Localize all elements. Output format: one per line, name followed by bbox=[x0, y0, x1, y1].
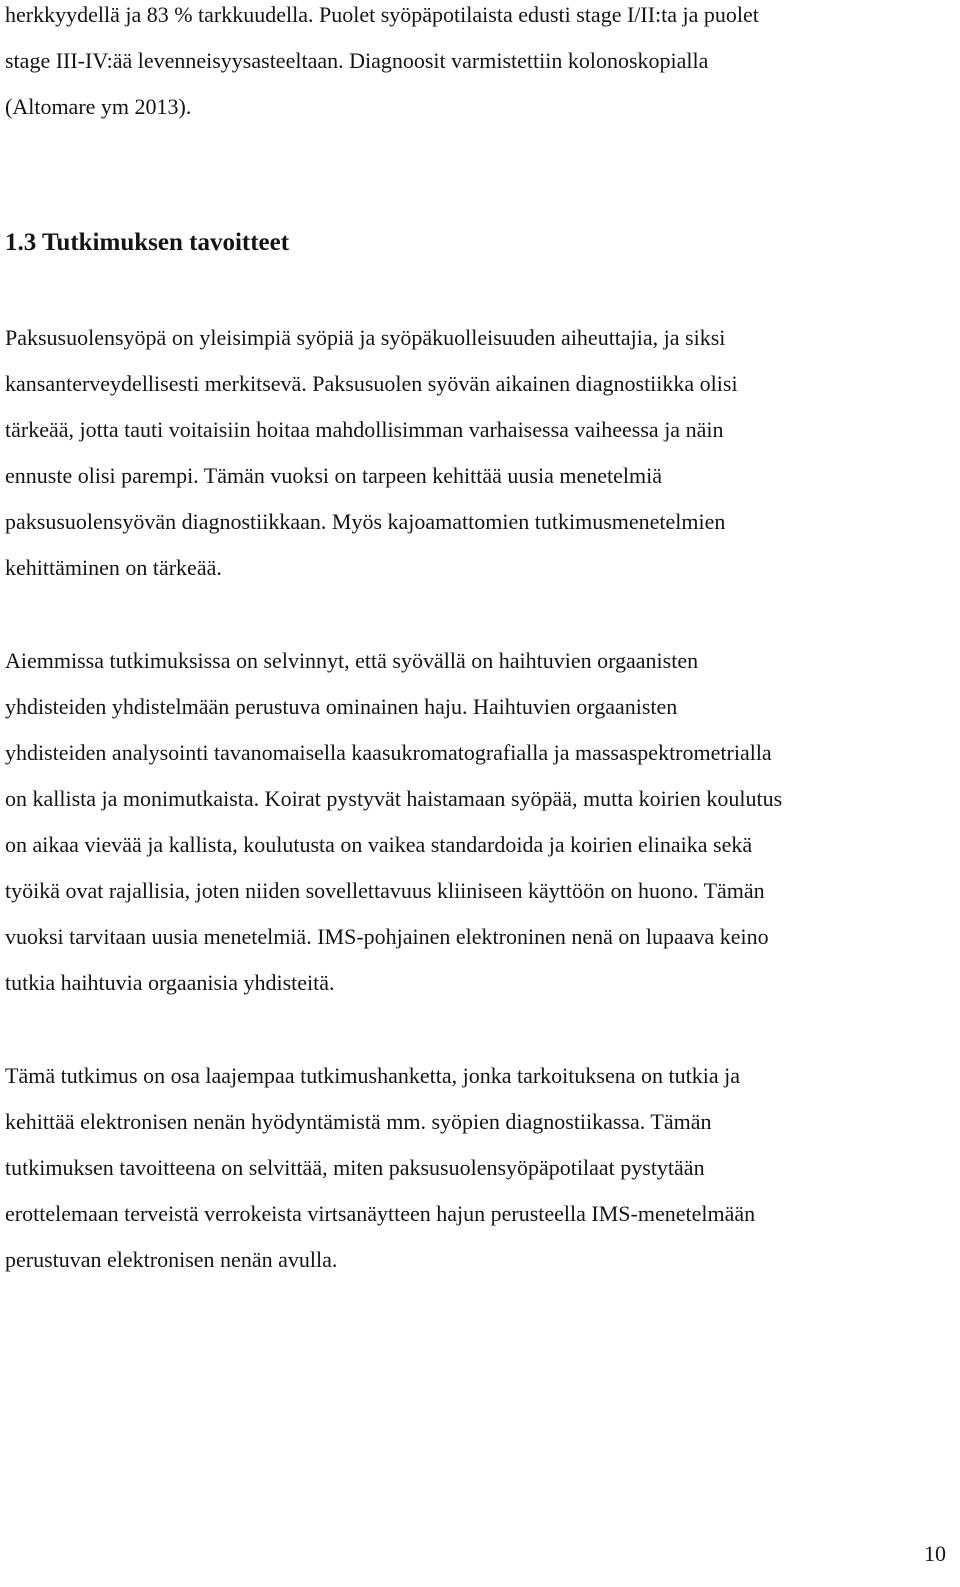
text-line: kansanterveydellisesti merkitsevä. Paksusuolen syövän aikainen diagnostiikka olisi bbox=[5, 371, 738, 396]
text-line: paksusuolensyövän diagnostiikkaan. Myös kajoamattomien tutkimusmenetelmien bbox=[5, 509, 726, 534]
text-line: on kallista ja monimutkaista. Koirat pystyvät haistamaan syöpää, mutta koirien koulutus bbox=[5, 786, 783, 811]
text-line: yhdisteiden yhdistelmään perustuva ominainen haju. Haihtuvien orgaanisten bbox=[5, 694, 678, 719]
text-line: on aikaa vievää ja kallista, koulutusta on vaikea standardoida ja koirien elinaika sekä bbox=[5, 832, 753, 857]
text-line: yhdisteiden analysointi tavanomaisella kaasukromatografialla ja massaspektrometrialla bbox=[5, 740, 772, 765]
text-line: Tämä tutkimus on osa laajempaa tutkimushanketta, jonka tarkoituksena on tutkia ja bbox=[5, 1063, 740, 1088]
text-line: stage III-IV:ää levenneisyysasteeltaan. Diagnoosit varmistettiin kolonoskopialla bbox=[5, 48, 709, 73]
text-line: Paksusuolensyöpä on yleisimpiä syöpiä ja syöpäkuolleisuuden aiheuttajia, ja siksi bbox=[5, 325, 726, 350]
text-line: työikä ovat rajallisia, joten niiden sovellettavuus kliiniseen käyttöön on huono. Tämän bbox=[5, 878, 765, 903]
text-line: ennuste olisi parempi. Tämän vuoksi on tarpeen kehittää uusia menetelmiä bbox=[5, 463, 662, 488]
text-line: kehittää elektronisen nenän hyödyntämistä mm. syöpien diagnostiikassa. Tämän bbox=[5, 1109, 712, 1134]
text-line: tutkimuksen tavoitteena on selvittää, miten paksusuolensyöpäpotilaat pystytään bbox=[5, 1155, 705, 1180]
page-number: 10 bbox=[924, 1541, 946, 1566]
section-heading: 1.3 Tutkimuksen tavoitteet bbox=[5, 229, 290, 256]
text-line: (Altomare ym 2013). bbox=[5, 94, 192, 119]
text-line: tärkeää, jotta tauti voitaisiin hoitaa mahdollisimman varhaisessa vaiheessa ja näin bbox=[5, 417, 724, 442]
text-line: vuoksi tarvitaan uusia menetelmiä. IMS-pohjainen elektroninen nenä on lupaava keino bbox=[5, 924, 769, 949]
text-line: perustuvan elektronisen nenän avulla. bbox=[5, 1247, 338, 1272]
text-line: erottelemaan terveistä verrokeista virtsanäytteen hajun perusteella IMS-menetelmään bbox=[5, 1201, 756, 1226]
text-line: Aiemmissa tutkimuksissa on selvinnyt, että syövällä on haihtuvien orgaanisten bbox=[5, 648, 699, 673]
text-line: tutkia haihtuvia orgaanisia yhdisteitä. bbox=[5, 970, 335, 995]
text-line: herkkyydellä ja 83 % tarkkuudella. Puolet syöpäpotilaista edusti stage I/II:ta ja puolet bbox=[5, 2, 759, 27]
text-line: kehittäminen on tärkeää. bbox=[5, 555, 222, 580]
